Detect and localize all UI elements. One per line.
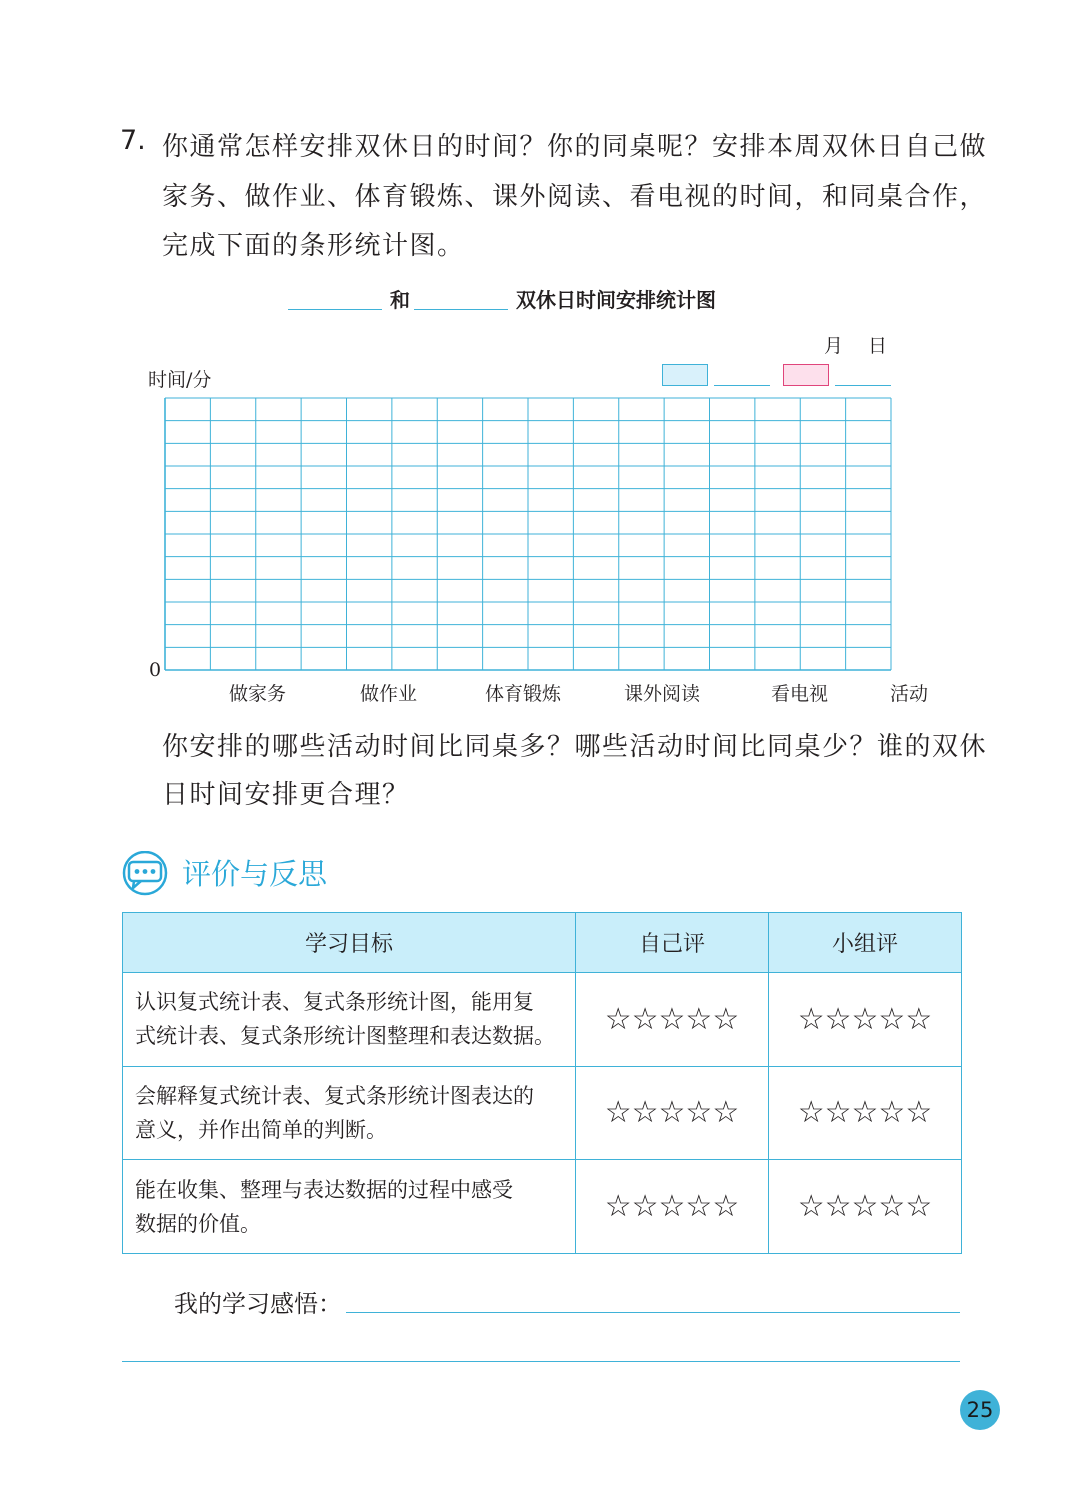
goal-line: 数据的价值。 [135,1211,261,1236]
header-self: 自己评 [576,913,769,973]
goal-line: 意义，并作出简单的判断。 [135,1117,387,1142]
self-rating-stars[interactable]: ☆☆☆☆☆ [576,973,769,1067]
chart-title-text: 双休日时间安排统计图 [516,288,716,312]
legend-blank-1[interactable] [714,364,770,386]
goal-line: 式统计表、复式条形统计图整理和表达数据。 [135,1024,555,1049]
y-origin-label: 0 [149,659,162,681]
name-blank-1[interactable] [288,283,382,310]
y-axis-label: 时间/分 [148,369,212,391]
table-header-row [123,913,962,973]
followup-line-2: 日时间安排更合理？ [162,780,410,810]
reflection-line-2[interactable] [122,1334,960,1362]
question-line-1: 你通常怎样安排双休日的时间？你的同桌呢？安排本周双休日自己做 [162,132,988,162]
x-axis-label: 活动 [890,683,929,705]
x-tick-label-0: 做家务 [229,683,287,705]
x-tick-label-4: 看电视 [771,683,829,705]
question-number: 7. [120,125,146,156]
table-row [123,1066,962,1160]
speech-bubble-icon [120,851,172,897]
goal-line: 认识复式统计表、复式条形统计图，能用复 [135,990,534,1015]
legend-swatch-1 [662,364,708,386]
name-blank-2[interactable] [414,283,508,310]
goal-cell [123,1066,576,1160]
goal-cell [123,1160,576,1254]
chart-title [288,283,808,317]
header-group: 小组评 [769,913,962,973]
legend-blank-2[interactable] [835,364,891,386]
question-line-2: 家务、做作业、体育锻炼、课外阅读、看电视的时间，和同桌合作， [162,182,988,212]
goal-cell [123,973,576,1067]
reflection-label: 我的学习感悟： [174,1290,342,1318]
self-rating-stars[interactable]: ☆☆☆☆☆ [576,1160,769,1254]
followup-line-1: 你安排的哪些活动时间比同桌多？哪些活动时间比同桌少？谁的双休 [162,732,988,762]
date-label: 月 日 [824,335,888,357]
header-goal: 学习目标 [123,913,576,973]
bar-chart-grid[interactable] [150,390,910,680]
x-tick-label-1: 做作业 [360,683,418,705]
group-rating-stars[interactable]: ☆☆☆☆☆ [769,1066,962,1160]
group-rating-stars[interactable]: ☆☆☆☆☆ [769,1160,962,1254]
chart-title-connector: 和 [390,288,410,312]
page-number: 25 [960,1390,1000,1430]
x-tick-label-3: 课外阅读 [624,683,701,705]
question-line-3: 完成下面的条形统计图。 [162,231,465,261]
table-row [123,1160,962,1254]
legend-swatch-2 [783,364,829,386]
goal-line: 能在收集、整理与表达数据的过程中感受 [135,1177,513,1202]
self-rating-stars[interactable]: ☆☆☆☆☆ [576,1066,769,1160]
reflection-line-1[interactable] [346,1285,960,1313]
section-title: 评价与反思 [182,857,328,891]
x-tick-label-2: 体育锻炼 [485,683,562,705]
table-row [123,973,962,1067]
evaluation-table [122,912,962,1254]
goal-line: 会解释复式统计表、复式条形统计图表达的 [135,1083,534,1108]
group-rating-stars[interactable]: ☆☆☆☆☆ [769,973,962,1067]
